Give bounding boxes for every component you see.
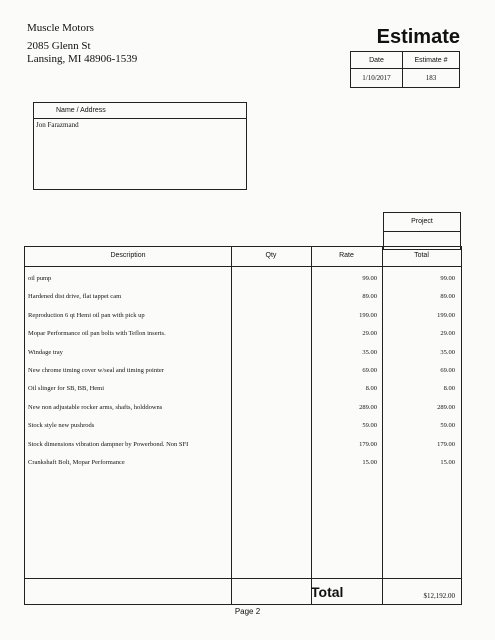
company-city: Lansing, MI 48906-1539	[27, 53, 138, 65]
item-rate: 199.00	[359, 311, 377, 319]
estimate-meta-table	[350, 51, 460, 88]
item-rate: 15.00	[362, 459, 377, 466]
item-description: Mopar Performance oil pan bolts with Teflon inserts.	[28, 330, 166, 338]
description-header: Description	[110, 252, 146, 259]
item-description: New non adjustable rocker arms, shafts, holddowns	[28, 403, 163, 411]
item-total: 29.00	[440, 330, 455, 338]
total-value: $12,192.00	[423, 592, 455, 600]
table-row	[25, 435, 461, 453]
item-total: 179.00	[437, 440, 455, 448]
item-description: oil pump	[28, 275, 52, 282]
project-box	[383, 212, 461, 250]
table-row	[25, 361, 461, 379]
page-number: Page 2	[234, 607, 261, 616]
estimate-number-header: Estimate #	[403, 52, 460, 69]
item-rate: 179.00	[359, 440, 377, 448]
table-row	[25, 379, 461, 397]
item-total: 289.00	[437, 403, 455, 411]
table-row	[25, 324, 461, 342]
date-header: Date	[351, 52, 403, 69]
table-row	[25, 269, 461, 287]
qty-header: Qty	[265, 252, 277, 259]
item-total: 15.00	[440, 459, 455, 466]
item-rate: 35.00	[362, 348, 377, 356]
item-rate: 8.00	[365, 385, 377, 393]
date-value: 1/10/2017	[351, 69, 403, 88]
item-rate: 89.00	[362, 293, 377, 301]
item-description: Oil slinger for SB, BB, Hemi	[28, 385, 105, 393]
customer-name: Jon Farazmand	[36, 121, 79, 129]
company-block	[27, 22, 137, 66]
table-row	[25, 306, 461, 324]
item-description: Windage tray	[28, 348, 63, 356]
table-row	[25, 398, 461, 416]
table-row	[25, 416, 461, 434]
item-rate: 59.00	[362, 422, 377, 430]
company-street: 2085 Glenn St	[27, 40, 91, 52]
estimate-number-value: 183	[403, 69, 460, 88]
item-description: Hardened dist drive, flat tappet cam	[28, 293, 122, 301]
item-description: Crankshaft Bolt, Mopar Performance	[28, 459, 125, 466]
company-name: Muscle Motors	[27, 22, 94, 34]
item-total: 59.00	[440, 422, 455, 430]
project-header: Project	[384, 213, 460, 232]
item-description: New chrome timing cover w/seal and timing pointer	[28, 367, 164, 374]
item-description: Stock dimensions vibration dampner by Powerbond. Non SFI	[28, 440, 189, 448]
item-description: Stock style new pushrods	[28, 422, 95, 430]
address-header: Name / Address	[34, 103, 246, 119]
item-total: 8.00	[443, 385, 455, 393]
item-description: Reproduction 6 qt Hemi oil pan with pick up	[28, 311, 145, 319]
table-header-row	[25, 247, 461, 267]
line-items-table	[24, 246, 462, 605]
item-rate: 289.00	[359, 403, 377, 411]
item-rate: 69.00	[362, 367, 377, 374]
table-row	[25, 343, 461, 361]
item-total: 89.00	[440, 293, 455, 301]
total-header: Total	[414, 252, 429, 259]
item-total: 99.00	[440, 275, 455, 282]
rate-header: Rate	[339, 252, 354, 259]
document-title: Estimate	[376, 26, 460, 48]
item-total: 69.00	[440, 367, 455, 374]
total-row	[25, 578, 461, 605]
item-total: 35.00	[440, 348, 455, 356]
item-total: 199.00	[437, 311, 455, 319]
table-row	[25, 287, 461, 305]
item-rate: 29.00	[362, 330, 377, 338]
address-box	[33, 102, 247, 190]
item-rate: 99.00	[362, 275, 377, 282]
total-label: Total	[311, 584, 344, 600]
table-row	[25, 453, 461, 471]
